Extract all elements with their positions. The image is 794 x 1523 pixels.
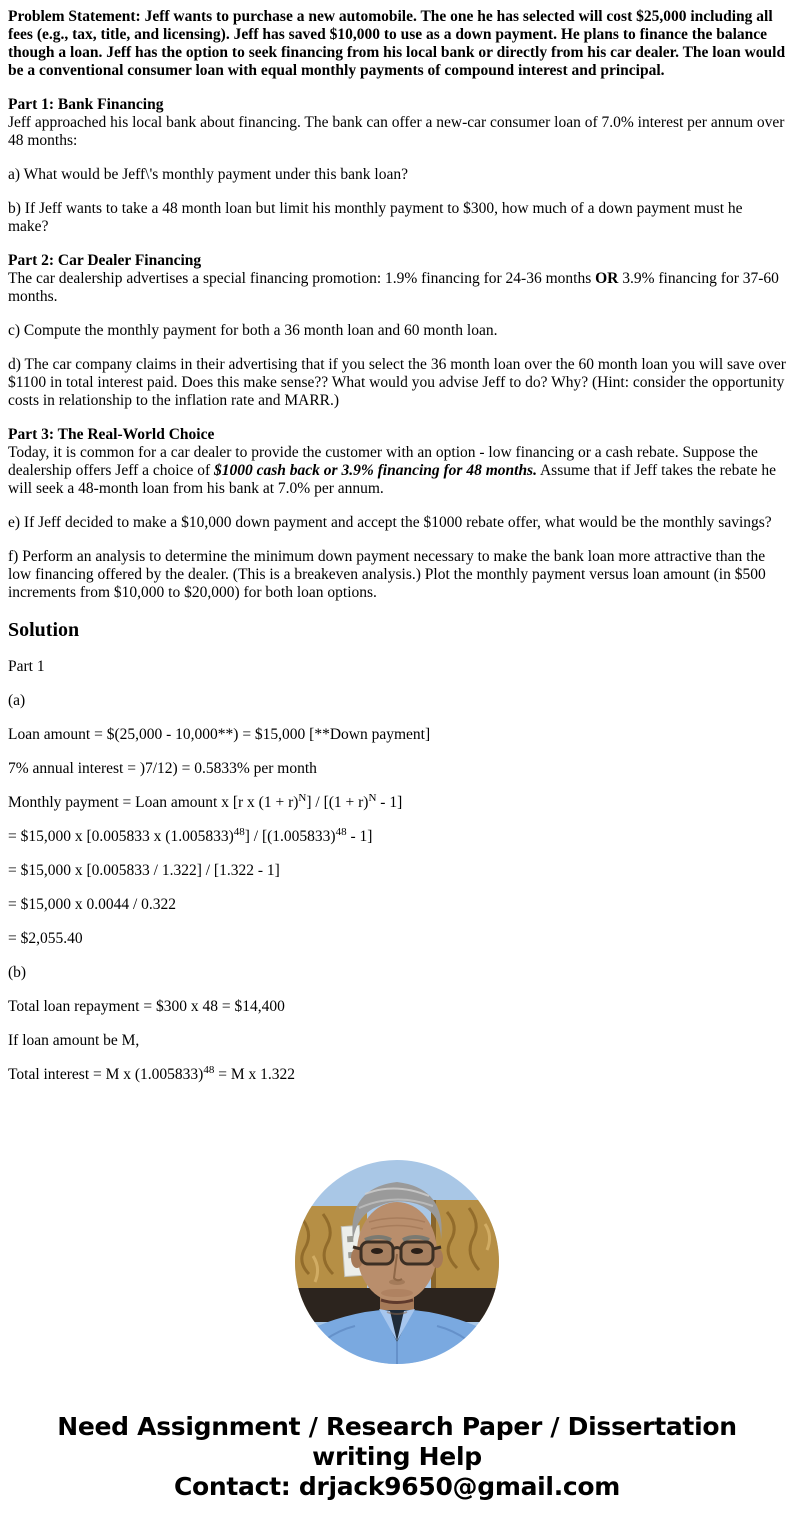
question-e: e) If Jeff decided to make a $10,000 down payment and accept the $1000 rebate offer, what would be the monthly savings?: [8, 514, 772, 531]
calc-step-1: = $15,000 x [0.005833 x $(1.005833)^{48}] / [(1.005833)^{48} - 1]$: [8, 825, 373, 845]
part-2-section: Part 2: Car Dealer Financing The car dealership advertises a special financing promotion: 1.9% financing for 24-36 months OR 3.9% financing for 37-60 months.: [8, 252, 779, 305]
payment-formula-line: Monthly payment = Loan amount x [r x $(1 + r)^N] / [(1 + r)^N - 1]$: [8, 791, 403, 811]
footer-contact: Contact: drjack9650@gmail.com: [173, 1472, 621, 1501]
solution-a-label: (a): [8, 692, 26, 709]
question-b: b) If Jeff wants to take a 48 month loan but limit his monthly payment to $300, how much of a down payment must he make?: [8, 200, 743, 235]
tutor-photo: [295, 1160, 499, 1364]
calc-step-2: = $15,000 x [0.005833 / 1.322] / [1.322 - 1]: [8, 862, 280, 879]
total-interest-line-clipped: Total interest = M x $(1.005833)^{48} = M$ x 1.322: [8, 1063, 296, 1083]
calc-step-3: = $15,000 x 0.0044 / 0.322: [8, 896, 177, 913]
part-3-section: Part 3: The Real-World Choice Today, it is common for a car dealer to provide the customer with an option - low financing or a cash rebate. Suppose the dealership offers Jeff a choice of $1000 cash back or 3.9% financing for 48 months. Assume that if Jeff takes the rebate he will seek a 48-month loan from his bank at 7.0% per annum.: [8, 426, 776, 497]
question-a: a) What would be Jeff\'s monthly payment under this bank loan?: [8, 166, 408, 183]
question-d: d) The car company claims in their advertising that if you select the 36 month loan over the 60 month loan you will save over $1100 in total interest paid. Does this make sense?? What would you advise Jeff to do? Why? (Hint: consider the opportunity costs in relationship to the inflation rate and MARR.): [8, 356, 786, 409]
footer-line-2: writing Help: [312, 1442, 482, 1471]
total-repayment-line: Total loan repayment = $300 x 48 = $14,400: [8, 998, 285, 1015]
footer-line-1: Need Assignment / Research Paper / Dissertation: [57, 1412, 737, 1441]
question-c: c) Compute the monthly payment for both a 36 month loan and 60 month loan.: [8, 322, 498, 339]
avatar: [295, 1160, 499, 1364]
solution-heading: Solution: [8, 619, 80, 641]
monthly-interest-line: 7% annual interest = )7/12) = 0.5833% per month: [8, 760, 317, 777]
solution-b-label: (b): [8, 964, 27, 981]
problem-statement: Problem Statement: Jeff wants to purchase a new automobile. The one he has selected will cost $25,000 including all fees (e.g., tax, title, and licensing). Jeff has saved $10,000 to use as a down payment. He plans to finance the balance though a loan. Jeff has the option to seek financing from his local bank or directly from his car dealer. The loan would be a conventional consumer loan with equal monthly payments of compound interest and principal.: [8, 8, 786, 79]
part-1-section: Part 1: Bank Financing Jeff approached his local bank about financing. The bank can offer a new-car consumer loan of 7.0% interest per annum over 48 months:: [8, 96, 785, 149]
loan-amount-m-line: If loan amount be M,: [8, 1032, 140, 1049]
loan-amount-line: Loan amount = $(25,000 - 10,000**) = $15,000 [**Down payment]: [8, 726, 431, 743]
footer-banner: [0, 1412, 794, 1502]
solution-part-1-label: Part 1: [8, 658, 45, 675]
calc-result: = $2,055.40: [8, 930, 83, 947]
question-f: f) Perform an analysis to determine the minimum down payment necessary to make the bank loan more attractive than the low financing offered by the dealer. (This is a breakeven analysis.) Plot the monthly payment versus loan amount (in $500 increments from $10,000 to $20,000) for both loan options.: [8, 548, 766, 601]
